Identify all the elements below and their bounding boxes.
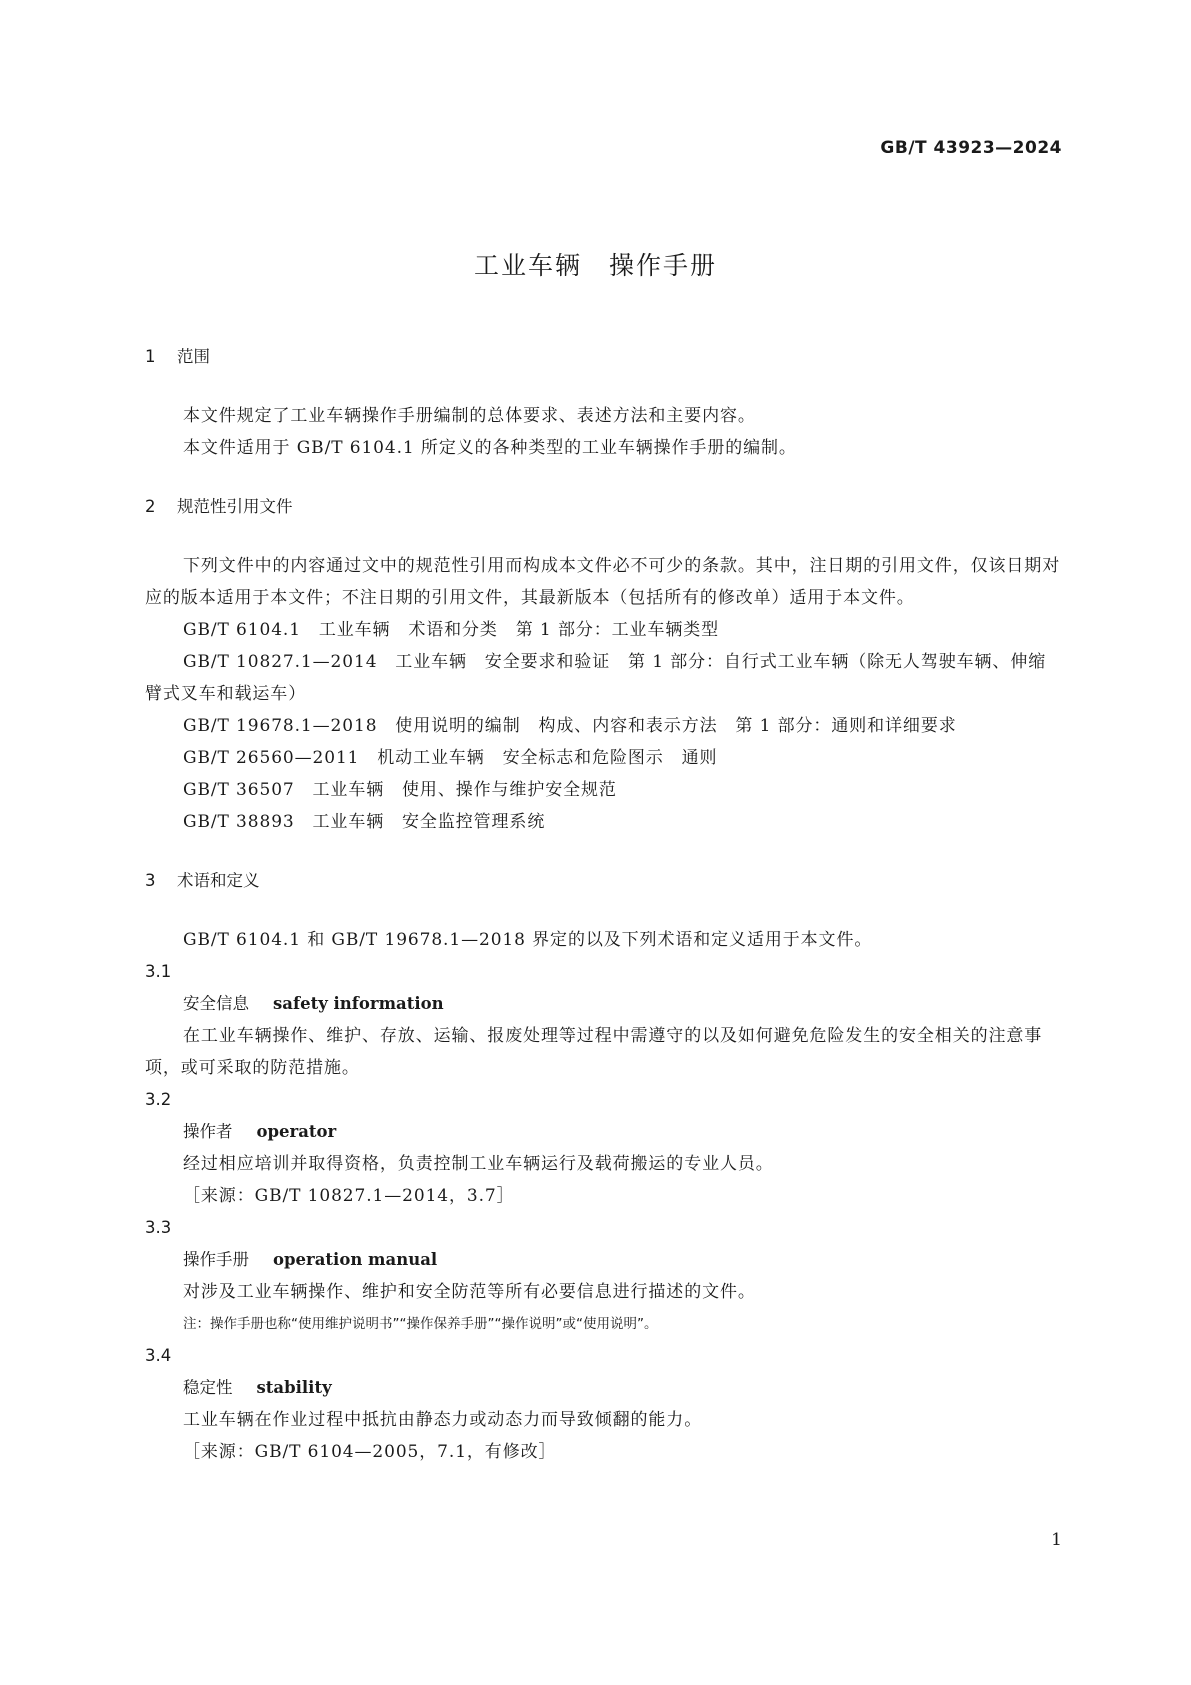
page-number: 1 [1051,1530,1062,1550]
section-number: 2 [145,497,156,516]
term-name-en: operation manual [273,1250,438,1269]
term-name-cn: 稳定性 [183,1378,233,1397]
paragraph: 本文件适用于 GB/T 6104.1 所定义的各种类型的工业车辆操作手册的编制。 [183,438,797,458]
reference-item: GB/T 26560—2011 机动工业车辆 安全标志和危险图示 通则 [183,748,718,768]
term-definition: 工业车辆在作业过程中抵抗由静态力或动态力而导致倾翻的能力。 [183,1410,703,1430]
term-heading [145,1116,1061,1148]
section-title: 范围 [177,347,210,366]
term-definition: 对涉及工业车辆操作、维护和安全防范等所有必要信息进行描述的文件。 [183,1282,756,1302]
reference-item: GB/T 6104.1 工业车辆 术语和分类 第 1 部分：工业车辆类型 [183,620,720,640]
section-title: 术语和定义 [177,871,260,890]
term-heading [145,988,1061,1020]
term-number: 3.2 [145,1090,172,1109]
term-name-en: operator [256,1122,337,1141]
paragraph: GB/T 6104.1 和 GB/T 19678.1—2018 界定的以及下列术语和定义适用于本文件。 [183,930,873,950]
document-body [145,345,1061,1468]
reference-item: GB/T 10827.1—2014 工业车辆 安全要求和验证 第 1 部分：自行式工业车辆（除无人驾驶车辆、伸缩臂式叉车和载运车） [145,652,1047,704]
term-number: 3.1 [145,962,172,981]
term-heading [145,1372,1061,1404]
section-number: 3 [145,871,156,890]
section-heading-terms [145,869,1061,893]
document-title: 工业车辆 操作手册 [473,251,717,280]
term-heading [145,1244,1061,1276]
section-title: 规范性引用文件 [177,497,293,516]
standard-number: GB/T 43923—2024 [880,138,1062,158]
term-name-cn: 安全信息 [183,994,249,1013]
paragraph: 本文件规定了工业车辆操作手册编制的总体要求、表述方法和主要内容。 [183,406,756,426]
reference-item: GB/T 38893 工业车辆 安全监控管理系统 [183,812,546,832]
term-definition: 经过相应培训并取得资格，负责控制工业车辆运行及载荷搬运的专业人员。 [183,1154,774,1174]
section-heading-scope [145,345,1061,369]
reference-item: GB/T 36507 工业车辆 使用、操作与维护安全规范 [183,780,617,800]
paragraph: 下列文件中的内容通过文中的规范性引用而构成本文件必不可少的条款。其中，注日期的引用文件，仅该日期对应的版本适用于本文件；不注日期的引用文件，其最新版本（包括所有的修改单）适用于本文件。 [145,556,1061,608]
term-note: 注：操作手册也称“使用维护说明书”“操作保养手册”“操作说明”或“使用说明”。 [183,1316,658,1332]
term-definition: 在工业车辆操作、维护、存放、运输、报废处理等过程中需遵守的以及如何避免危险发生的安全相关的注意事项，或可采取的防范措施。 [145,1026,1043,1078]
term-number: 3.3 [145,1218,172,1237]
reference-item: GB/T 19678.1—2018 使用说明的编制 构成、内容和表示方法 第 1 部分：通则和详细要求 [183,716,957,736]
term-name-en: stability [256,1378,332,1397]
term-name-cn: 操作手册 [183,1250,249,1269]
term-source: ［来源：GB/T 6104—2005，7.1，有修改］ [183,1442,557,1462]
section-number: 1 [145,347,156,366]
term-source: ［来源：GB/T 10827.1—2014，3.7］ [183,1186,515,1206]
term-name-en: safety information [273,994,444,1013]
term-number: 3.4 [145,1346,172,1365]
term-name-cn: 操作者 [183,1122,233,1141]
section-heading-normative-references [145,495,1061,519]
